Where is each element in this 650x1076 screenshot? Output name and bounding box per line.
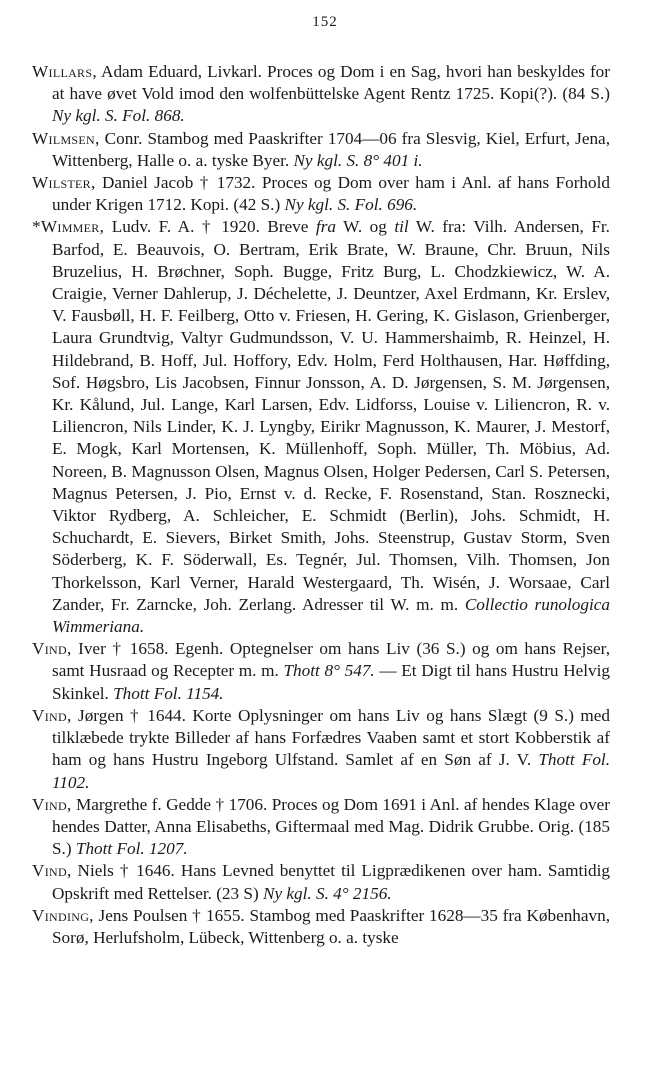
- entry-reference: Thott 8° 547.: [283, 661, 375, 681]
- entry-reference: Ny kgl. S. Fol. 696.: [284, 195, 418, 215]
- entry-reference: Thott Fol. 1207.: [75, 839, 188, 859]
- entry-wilster: [32, 172, 610, 216]
- entry-emphasis: fra: [315, 217, 336, 237]
- entry-reference: Ny kgl. S. Fol. 868.: [52, 106, 185, 126]
- entry-willars: [32, 61, 610, 128]
- entry-reference: Ny kgl. S. 8° 401 i.: [293, 150, 423, 170]
- entry-name: Vind,: [32, 639, 72, 659]
- entry-text: Conr. Stambog med Paaskrifter 1704—06 fra Slesvig, Kiel, Erfurt, Jena, Wittenberg, Halle o. a. tyske Byer.: [52, 128, 610, 170]
- entry-text: — Et Digt til hans Hustru Helvig Skinkel.: [52, 661, 610, 703]
- entry-vind-niels: [32, 860, 610, 904]
- entry-reference: Ny kgl. S. 4° 2156.: [263, 883, 392, 903]
- entry-text: Ludv. F. A. † 1920. Breve: [104, 217, 316, 237]
- entry-name: Vind,: [32, 705, 72, 725]
- entry-reference: Collectio runologica Wimmeriana.: [52, 594, 610, 637]
- entry-text: Niels † 1646. Hans Levned benyttet til Ligprædikenen over ham. Samtidig Opskrift med Rettelser. (23 S): [52, 861, 610, 903]
- entry-text: W. og: [335, 217, 395, 237]
- entry-name: Wilmsen,: [32, 128, 100, 148]
- entry-name: Wilster,: [32, 173, 96, 193]
- entry-text: W. fra: Vilh. Andersen, Fr. Barfod, E. Beauvois, O. Bertram, Erik Brate, W. Braune, Chr. Bruun, Nils Bruzelius, H. Brøchner, Soph. Bugge, Fritz Burg, L. Chodzkiewicz, W. A. Craigie, Verner Dahlerup, J. Déchelette, J. Deuntzer, Axel Erdmann, Kr. Erslev, V. Fausbøll, H. F. Feilberg, Otto v. Friesen, H. Gering, K. Gislason, Grienberger, Laura Grundtvig, Valtyr Gudmundsson, V. U. Hammershaimb, R. Heinzel, H. Hildebrand, B. Hoff, Jul. Hoffory, Edv. Holm, Ferd Holthausen, Har. Høffding, Sof. Høgsbro, Lis Jacobsen, Finnur Jonsson, A. D. Jørgensen, S. M. Jørgensen, Kr. Kålund, Jul. Lange, Karl Larsen, Edv. Lidforss, Louise v. Liliencron, R. v. Liliencron, Nils Linder, K. J. Lyngby, Eirikr Magnusson, K. Maurer, J. Mestorf, E. Mogk, Karl Mortensen, K. Müllenhoff, Soph. Müller, Th. Möbius, Ad. Noreen, B. Magnusson Olsen, Magnus Olsen, Holger Pedersen, Carl S. Petersen, Magnus Petersen, J. Pio, Ernst v. d. Recke, F. Rosenstand, Stan. Rosznecki, Viktor Rydberg, A. Schleicher, E. Schmidt (Berlin), Johs. Schmidt, H. Schuchardt, E. Sievers, Birket Smith, Johs. Steenstrup, Gustav Storm, Sven Söderberg, K. F. Söderwall, Es. Tegnér, Jul. Thomsen, Vilh. Thomsen, Jon Thorkelsson, Karl Verner, Harald Westergaard, Th. Wisén, J. Worsaae, Carl Zander, Fr. Zarncke, Joh. Zerlang. Adresser til W. m. m.: [52, 217, 610, 614]
- entry-wimmer: [32, 216, 610, 638]
- entry-name: Vinding,: [32, 905, 94, 925]
- entry-reference: Thott Fol. 1154.: [113, 683, 224, 703]
- entry-text: Jørgen † 1644. Korte Oplysninger om hans Liv og hans Slægt (9 S.) med tilklæbede trykte Billeder af hans Forfædres Vaaben samt et stort Kobberstik af ham og hans Hustru Ingeborg Ulfstand. Samlet af en Søn af J. V.: [52, 705, 610, 770]
- entry-name: Willars,: [32, 62, 97, 81]
- entry-text: Daniel Jacob † 1732. Proces og Dom over ham i Anl. af hans Forhold under Krigen 1712. Kopi. (42 S.): [52, 173, 610, 215]
- entry-vind-iver: [32, 638, 610, 705]
- page-number: 152: [312, 14, 338, 30]
- entry-vind-margrethe: [32, 794, 610, 861]
- entry-text: Jens Poulsen † 1655. Stambog med Paaskrifter 1628—35 fra København, Sorø, Herlufsholm, Lübeck, Wittenberg o. a. tyske: [52, 905, 610, 947]
- entry-vinding: [32, 905, 610, 949]
- entry-vind-jorgen: [32, 705, 610, 794]
- entry-name: *Wimmer,: [32, 217, 105, 237]
- entry-wilmsen: [32, 128, 610, 172]
- entry-name: Vind,: [32, 794, 72, 814]
- entry-emphasis: til: [394, 217, 409, 237]
- entry-text: Margrethe f. Gedde † 1706. Proces og Dom 1691 i Anl. af hendes Klage over hendes Datter, Anna Elisabeths, Giftermaal med Mag. Didrik Grubbe. Orig. (185 S.): [52, 794, 610, 859]
- entry-text: Iver † 1658. Egenh. Optegnelser om hans Liv (36 S.) og om hans Rejser, samt Husraad og Recepter m. m.: [52, 639, 610, 681]
- entry-name: Vind,: [32, 861, 72, 881]
- catalog-entries: [32, 61, 610, 949]
- entry-reference: Thott Fol. 1102.: [52, 750, 610, 792]
- entry-text: Adam Eduard, Livkarl. Proces og Dom i en Sag, hvori han beskyldes for at have øvet Vold imod den wolfenbüttelske Agent Rentz 1725. Kopi(?). (84 S.): [52, 62, 610, 104]
